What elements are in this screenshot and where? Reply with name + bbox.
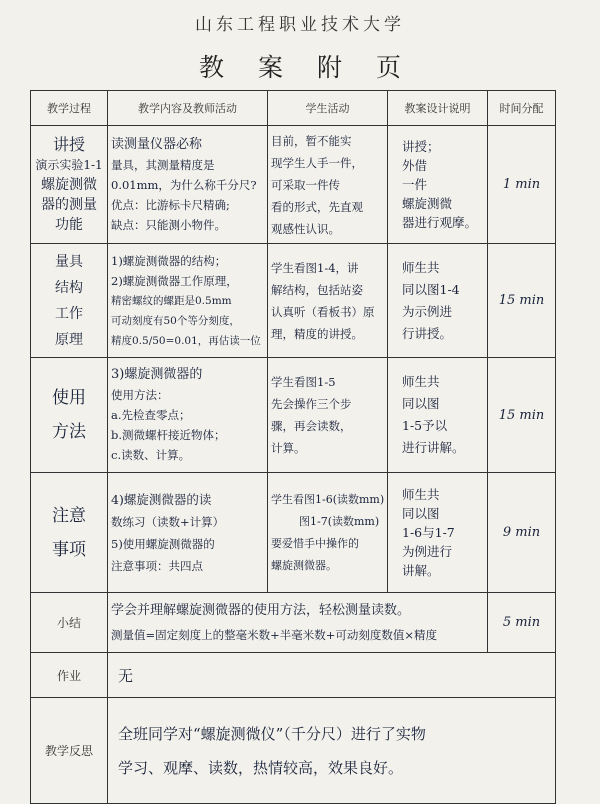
student-cell [268,126,388,244]
design-line: 同以图 [402,506,440,521]
student-line: 学生看图1-4，讲 [271,260,359,275]
student-line: 骤，再会读数， [271,419,352,433]
design-line: 器进行观摩。 [402,215,478,230]
content-line: 精密螺纹的螺距是0.5mm [111,294,232,307]
student-line: 解结构，包括站姿 [271,282,363,297]
column-header-student: 学生活动 [268,91,388,126]
content-line: 使用方法： [111,388,169,402]
content-line: 5)使用螺旋测微器的 [111,536,215,551]
homework-cell: 无 [108,653,556,698]
content-line: 1)螺旋测微器的结构； [111,253,227,268]
design-line: 一件 [402,177,428,192]
homework-label: 作业 [31,653,108,698]
student-line: 图1-7(读数mm) [299,514,380,528]
summary-cell [108,593,488,653]
table-row [31,358,556,473]
time-cell: 15 min [488,244,556,358]
content-line: a.先检查零点； [111,408,191,422]
content-line: 注意事项：共四点 [111,558,203,573]
content-cell [108,126,268,244]
student-line: 先会操作三个步 [271,397,352,411]
table-row [31,473,556,593]
student-line: 认真听（看板书）原 [271,304,375,319]
design-line: 同以图1-4 [402,281,460,297]
design-line: 进行讲解。 [402,440,465,455]
process-line: 螺旋测微 [41,176,97,193]
reflection-label: 教学反思 [31,698,108,804]
student-line: 观感性认识。 [271,221,340,236]
process-cell [31,126,108,244]
student-cell [268,358,388,473]
page-title: 教案附页 [198,53,435,82]
content-line: 数练习（读数+计算） [111,514,225,529]
process-line: 功能 [55,216,83,233]
student-line: 计算。 [271,441,306,455]
student-line: 要爱惜手中操作的 [271,536,359,550]
summary-label: 小结 [31,593,108,653]
process-line: 使用 [52,388,86,408]
student-line: 现学生人手一件， [271,155,363,170]
process-line: 器的测量 [41,196,97,213]
student-line: 学生看图1-6(读数mm) [271,492,385,506]
header-row [31,91,556,126]
design-line: 讲解。 [402,563,440,578]
table-row [31,126,556,244]
design-line: 讲授； [402,139,440,154]
column-header-time: 时间分配 [488,91,556,126]
student-line: 看的形式，先直观 [271,199,363,214]
summary-line: 测量值=固定刻度上的整毫米数+半毫米数+可动刻度数值×精度 [111,627,438,642]
reflection-row [31,698,556,804]
process-line: 量具 [55,253,83,270]
design-cell [388,473,488,593]
column-header-content: 教学内容及教师活动 [108,91,268,126]
process-cell [31,358,108,473]
content-line: 2)螺旋测微器工作原理， [111,273,238,288]
content-line: 量具，其测量精度是 [111,157,215,172]
design-line: 师生共 [402,487,440,502]
process-cell [31,473,108,593]
homework-row [31,653,556,698]
content-line: 4)螺旋测微器的读 [111,491,212,507]
design-cell [388,244,488,358]
time-cell: 9 min [488,473,556,593]
summary-row [31,593,556,653]
design-line: 师生共 [402,259,440,275]
design-line: 螺旋测微 [402,196,453,211]
reflection-line: 学习、观摩、读数，热情较高，效果良好。 [118,758,404,777]
process-line: 工作 [55,305,83,322]
process-cell [31,244,108,358]
student-line: 可采取一件传 [271,177,340,192]
content-cell [108,358,268,473]
column-header-process: 教学过程 [31,91,108,126]
content-line: 缺点：只能测小物件。 [111,217,226,232]
summary-time: 5 min [488,593,556,653]
design-cell [388,358,488,473]
time-cell: 15 min [488,358,556,473]
process-line: 事项 [52,539,86,560]
content-line: 精度0.5/50=0.01，再估读一位 [111,334,261,347]
design-line: 1-6与1-7 [402,525,455,540]
process-line: 方法 [52,422,86,442]
content-line: 读测量仪器必称 [111,136,203,152]
design-line: 同以图 [402,396,440,411]
column-header-design: 教案设计说明 [388,91,488,126]
content-line: 0.01mm，为什么称千分尺? [111,177,257,192]
lesson-plan-table [30,90,556,804]
student-line: 螺旋测微器。 [271,558,337,572]
table-row [31,244,556,358]
design-line: 为示例进 [402,303,453,319]
content-line: 可动刻度有50个等分刻度， [111,314,240,327]
time-cell: 1 min [488,126,556,244]
content-line: 3)螺旋测微器的 [111,367,203,382]
student-cell [268,473,388,593]
design-line: 为例进行 [402,544,453,559]
process-line: 演示实验1-1 [35,157,103,172]
design-line: 外借 [402,158,428,173]
content-cell [108,473,268,593]
design-line: 师生共 [402,374,440,389]
design-cell [388,126,488,244]
content-line: b.测微螺杆接近物体； [111,428,226,442]
university-name: 山东工程职业技术大学 [195,15,405,35]
student-cell [268,244,388,358]
summary-line: 学会并理解螺旋测微器的使用方法，轻松测量读数。 [111,602,411,618]
student-line: 目前，暂不能实 [271,133,352,148]
content-line: 优点：比游标卡尺精确; [111,197,230,212]
design-line: 行讲授。 [402,325,453,341]
student-line: 理，精度的讲授。 [271,326,363,341]
content-line: c.读数、计算。 [111,448,191,462]
process-line: 讲授 [52,134,85,154]
design-line: 1-5予以 [402,418,448,433]
process-line: 原理 [55,331,83,348]
student-line: 学生看图1-5 [271,375,336,389]
reflection-line: 全班同学对“螺旋测微仪”（千分尺）进行了实物 [118,724,426,743]
process-line: 结构 [55,279,83,296]
reflection-cell [108,698,556,804]
content-cell [108,244,268,358]
process-line: 注意 [52,505,86,526]
